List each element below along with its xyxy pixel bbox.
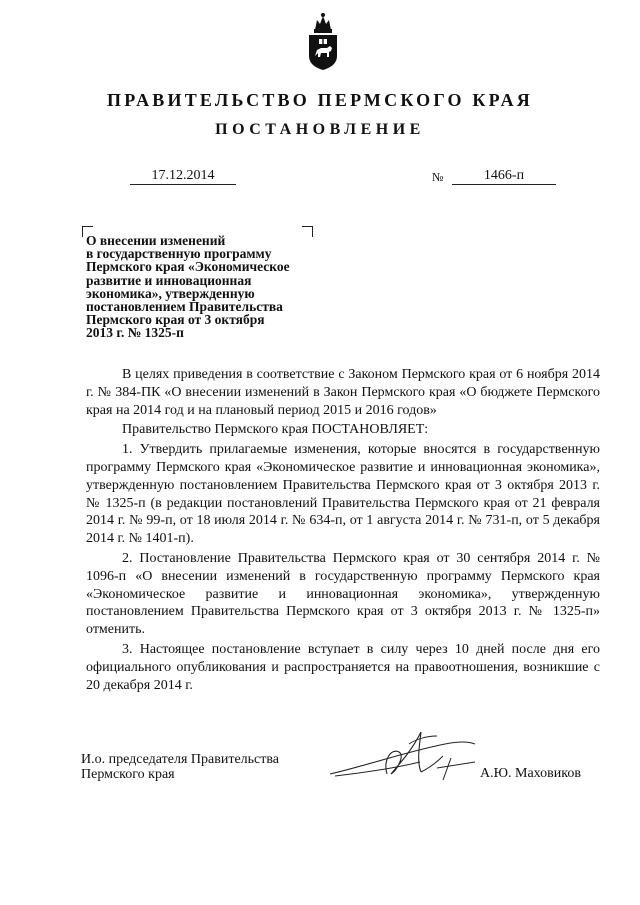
document-body [86,366,600,694]
subject-line: постановлением Правительства [86,299,283,315]
body-paragraph-preamble: В целях приведения в соответствие с Законом Пермского края от 6 ноября 2014 г. № 384-ПК «О внесении изменений в Закон Пермского края «О бюджете Пермского края на 2014 год и на плановый период 2015 и 2016 годов» [86,367,600,418]
government-title: ПРАВИТЕЛЬСТВО ПЕРМСКОГО КРАЯ [107,90,533,110]
document-date: 17.12.2014 [130,168,236,185]
subject-line: в государственную программу [86,246,272,262]
number-sign: № [432,170,444,184]
signer-position [81,752,279,782]
body-paragraph-item-1: 1. Утвердить прилагаемые изменения, которые вносятся в государственную программу Пермского края «Экономическое развитие и инновационная экономика», утвержденную постановлением Правительства Пермского края от 3 октября 2013 г. № 1325-п (в редакции постановлений Правительства Пермского края от 21 февраля 2014 г. № 99-п, от 18 июля 2014 г. № 634-п, от 1 августа 2014 г. № 731-п, от 5 декабря 2014 г. № 1401-п). [86,442,600,547]
signer-position-line: Пермского края [81,767,175,782]
document-type-title: ПОСТАНОВЛЕНИЕ [215,121,425,138]
document-number: 1466-п [452,168,556,185]
body-paragraph-item-2: 2. Постановление Правительства Пермского края от 30 сентября 2014 г. № 1096-п «О внесении изменений в государственную программу Пермского края «Экономическое развитие и инновационная экономика», утвержденную постановлением Правительства Пермского края от 3 октября 2013 г. № 1325-п» отменить. [86,550,600,638]
perm-krai-coat-of-arms-icon [303,10,343,72]
subject-line: О внесении изменений [86,233,226,248]
subject-line: экономика», утвержденную [86,285,255,301]
subject-line: Пермского края от 3 октября [86,312,265,328]
signer-position-line: И.о. председателя Правительства [81,752,280,767]
body-paragraph-item-3: 3. Настоящее постановление вступает в силу через 10 дней после дня его официального опубликования и распространяется на правоотношения, возникшие с 20 декабря 2014 г. [86,641,600,693]
document-subject [86,234,326,340]
subject-line: Пермского края «Экономическое [86,259,290,275]
body-paragraph-resolves: Правительство Пермского края ПОСТАНОВЛЯЕТ: [122,422,429,438]
signer-name: А.Ю. Маховиков [480,766,581,781]
subject-line: развитие и инновационная [86,272,252,288]
handwritten-signature [325,722,485,792]
subject-line: 2013 г. № 1325-п [86,325,184,341]
